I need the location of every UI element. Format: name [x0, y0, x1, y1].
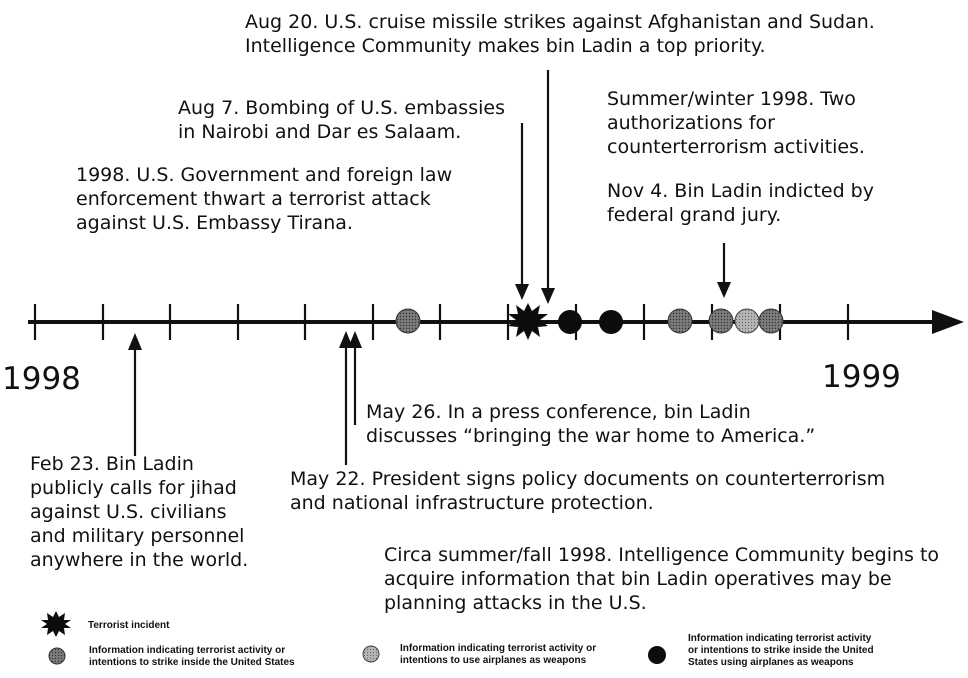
- annotation-may22: May 22. President signs policy documents on counterterrorism and national infrastructure protection.: [290, 468, 886, 514]
- marker-black-sep: [599, 310, 623, 334]
- timeline-axis: [28, 310, 964, 334]
- marker-terrorist-incident-aug7: [508, 303, 548, 340]
- arrow-aug7: [515, 123, 529, 300]
- legend-gray-dot-icon: [49, 648, 65, 664]
- annotation-feb23: Feb 23. Bin Ladin publicly calls for jihad against U.S. civilians and military personnel anywhere in the world.: [30, 453, 249, 571]
- arrow-aug20: [541, 70, 555, 304]
- annotation-aug20: Aug 20. U.S. cruise missile strikes against Afghanistan and Sudan. Intelligence Community makes bin Ladin a top priority.: [245, 11, 875, 57]
- arrow-feb23: [128, 333, 142, 456]
- marker-gray-oct: [668, 309, 692, 333]
- arrow-may22: [339, 331, 353, 465]
- axis-arrowhead: [932, 310, 964, 334]
- annotation-circa: Circa summer/fall 1998. Intelligence Community begins to acquire information that bin Ladin operatives may be planning attacks in the U.S.: [384, 544, 940, 614]
- year-label-start: 1998: [2, 361, 81, 397]
- legend-black-dot-icon: [648, 646, 666, 664]
- legend-label-info-inside-us: Information indicating terrorist activity or intentions to strike inside the United States: [89, 645, 295, 668]
- annotation-may26: May 26. In a press conference, bin Ladin discusses “bringing the war home to America.”: [366, 401, 816, 447]
- legend-label-info-airplanes: Information indicating terrorist activity or intentions to use airplanes as weapons: [400, 643, 597, 666]
- arrow-nov4: [717, 243, 731, 298]
- annotation-nov4: Nov 4. Bin Ladin indicted by federal grand jury.: [607, 180, 874, 226]
- legend-label-terrorist-incident: Terrorist incident: [88, 620, 170, 631]
- marker-gray-jun: [396, 309, 420, 333]
- marker-light-nov-2: [735, 309, 759, 333]
- annotation-aug7: Aug 7. Bombing of U.S. embassies in Nairobi and Dar es Salaam.: [178, 97, 505, 143]
- legend-label-info-inside-us-airplanes: Information indicating terrorist activity or intentions to strike inside the United States using airplanes as weapons: [688, 633, 874, 668]
- legend-light-dot-icon: [363, 646, 379, 662]
- arrow-may26: [348, 331, 362, 425]
- legend-terrorist-incident-icon: [41, 611, 71, 637]
- marker-gray-nov-1: [709, 309, 733, 333]
- annotation-tirana: 1998. U.S. Government and foreign law enforcement thwart a terrorist attack against U.S. Embassy Tirana.: [76, 164, 453, 234]
- annotation-summer-winter: Summer/winter 1998. Two authorizations for counterterrorism activities.: [607, 88, 865, 158]
- marker-black-aug: [558, 310, 582, 334]
- year-label-end: 1999: [822, 359, 901, 395]
- marker-gray-nov-3: [759, 309, 783, 333]
